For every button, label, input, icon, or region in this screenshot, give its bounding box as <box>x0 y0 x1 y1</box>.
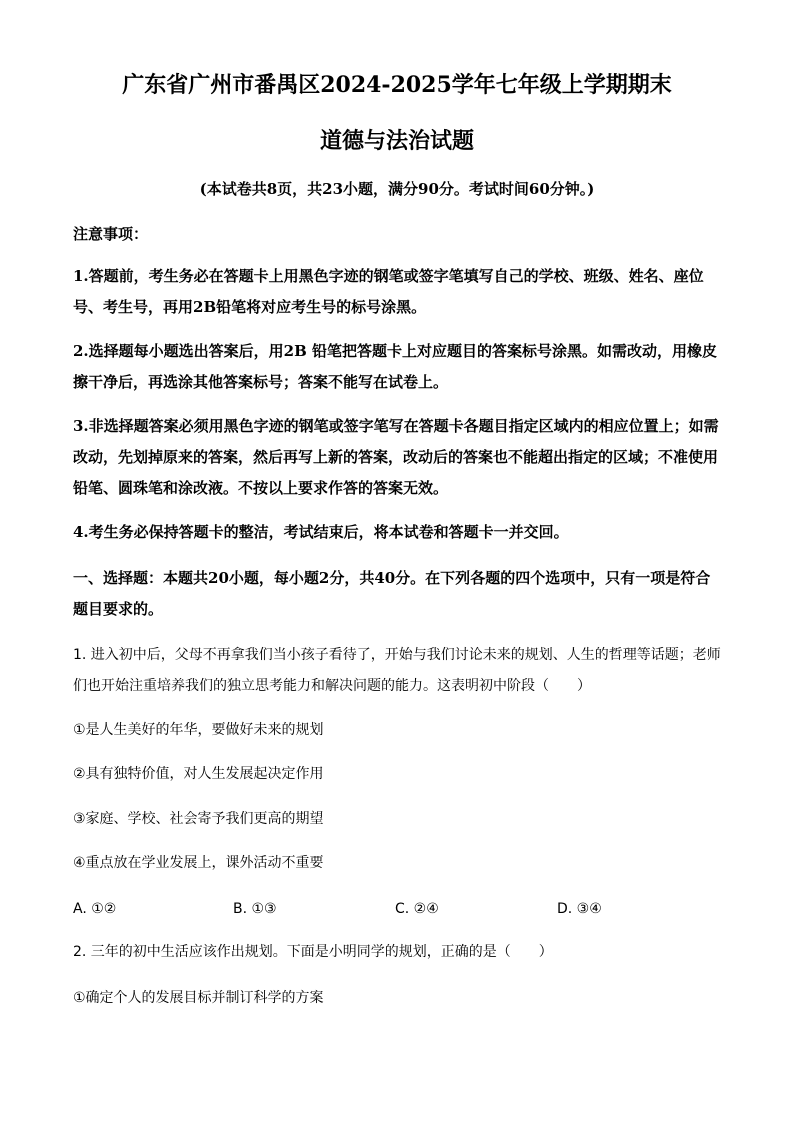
question-1-choice-c: C. ②④ <box>395 901 439 917</box>
question-1-choice-a: A. ①② <box>73 901 117 917</box>
notice-item-2: 2.选择题每小题选出答案后，用2B 铅笔把答题卡上对应题目的答案标号涂黑。如需改动，用橡皮擦干净后，再选涂其他答案标号；答案不能写在试卷上。 <box>73 342 718 391</box>
notice-heading: 注意事项： <box>73 225 149 243</box>
exam-info: (本试卷共8页，共23小题，满分90分。考试时间60分钟。) <box>199 180 595 198</box>
notice-item-3: 3.非选择题答案必须用黑色字迹的钢笔或签字笔写在答题卡各题目指定区域内的相应位置上；如需改动，先划掉原来的答案，然后再写上新的答案，改动后的答案也不能超出指定的区域；不准使用铅笔、圆珠笔和涂改液。不按以上要求作答的答案无效。 <box>73 417 719 497</box>
question-1-statement-3: ③家庭、学校、社会寄予我们更高的期望 <box>73 811 324 827</box>
question-1-choice-d: D. ③④ <box>557 901 602 917</box>
notice-item-4: 4.考生务必保持答题卡的整洁，考试结束后，将本试卷和答题卡一并交回。 <box>73 523 569 541</box>
question-1-stem: 1. 进入初中后，父母不再拿我们当小孩子看待了，开始与我们讨论未来的规划、人生的哲理等话题；老师们也开始注重培养我们的独立思考能力和解决问题的能力。这表明初中阶段（ ） <box>73 647 721 694</box>
exam-subject-title: 道德与法治试题 <box>319 128 474 154</box>
question-2-statement-1: ①确定个人的发展目标并制订科学的方案 <box>73 990 324 1006</box>
notice-item-1: 1.答题前，考生务必在答题卡上用黑色字迹的钢笔或签字笔填写自己的学校、班级、姓名、座位号、考生号，再用2B铅笔将对应考生号的标号涂黑。 <box>73 267 704 316</box>
question-2-stem: 2. 三年的初中生活应该作出规划。下面是小明同学的规划，正确的是（ ） <box>73 944 553 960</box>
exam-title: 广东省广州市番禺区2024-2025学年七年级上学期期末 <box>122 72 672 98</box>
question-1-choice-b: B. ①③ <box>233 901 277 917</box>
section-heading: 一、选择题：本题共20小题，每小题2分，共40分。在下列各题的四个选项中，只有一项是符合题目要求的。 <box>73 569 711 618</box>
question-1-statement-4: ④重点放在学业发展上，课外活动不重要 <box>73 855 324 871</box>
question-1-statement-1: ①是人生美好的年华，要做好未来的规划 <box>73 722 324 738</box>
question-1-statement-2: ②具有独特价值，对人生发展起决定作用 <box>73 766 324 782</box>
